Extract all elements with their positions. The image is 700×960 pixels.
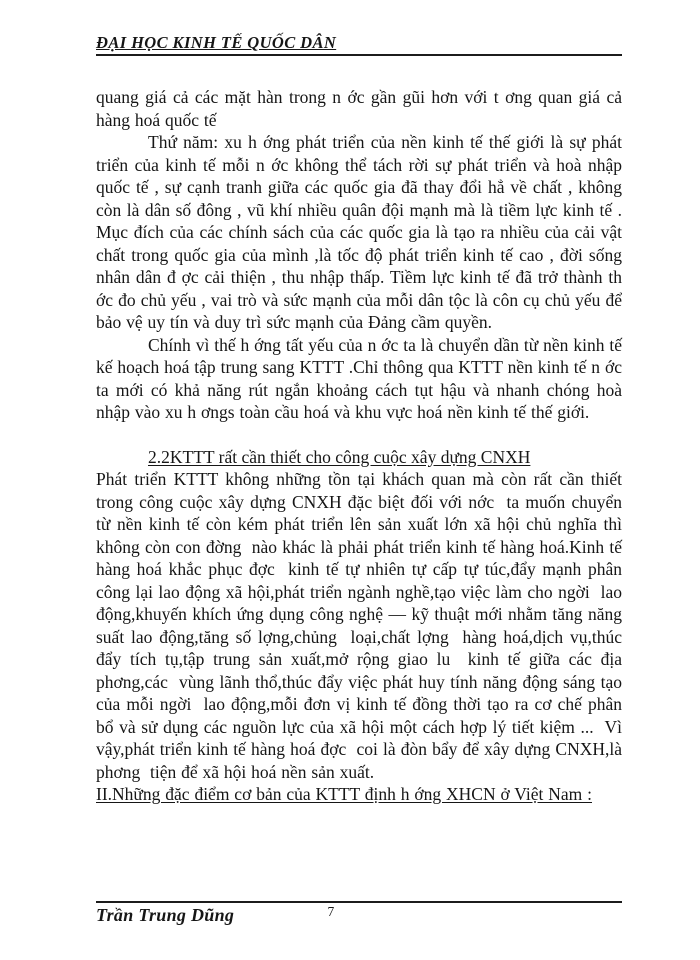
page-header [96,33,622,56]
paragraph-chinh-vi-the: Chính vì thế h ớng tất yếu của n ớc ta là chuyển dần từ nền kinh tế kế hoạch hoá tập trung sang KTTT .Chỉ thông qua KTTT nền kinh tế n ớc ta mới có khả năng rút ngắn khoảng cách tụt hậu và nhanh chóng hoà nhập vào xu h ơngs toàn cầu hoá và khu vực hoá nền kinh tế thế giới. [96,334,627,422]
paragraph-intro-continuation: quang giá cả các mặt hàn trong n ớc gần gũi hơn với t ơng quan giá cả hàng hoá quốc tế [96,87,627,130]
document-body [96,86,627,806]
footer-page-number: 7 [327,904,335,919]
paragraph-thu-nam: Thứ năm: xu h ớng phát triển của nền kinh tế thế giới là sự phát triển của kinh tế mỗi n ớc không thể tách rời sự phát triển và hoà nhập quốc tế , sự cạnh tranh giữa các quốc gia đã thay đổi hẳ về chất , không còn là dân số đông , vũ khí nhiều quân đội mạnh mà là tiềm lực kinh tế . Mục đích của các chính sách của các quốc gia là tạo ra nhiều của cải vật chất trong quốc gia của mình ,là tốc độ phát triển kinh tế cao , đời sống nhân dân đ ợc cải thiện , thu nhập thấp. Tiềm lực kinh tế đã trở thành th ớc đo chủ yếu , vai trò và sức mạnh của mỗi dân tộc là côn cụ chủ yếu để bảo vệ uy tín và duy trì sức mạnh của Đảng cầm quyền. [96,132,627,332]
footer-author-name: Trần Trung Dũng [96,905,235,925]
header-title: ĐẠI HỌC KINH TẾ QUỐC DÂN [96,33,337,52]
section-heading-2-2: 2.2KTTT rất cần thiết cho công cuộc xây dựng CNXH [148,446,531,467]
section-heading-ii: II.Những đặc điểm cơ bản của KTTT định h ớng XHCN ở Việt Nam : [96,784,592,804]
paragraph-phat-trien-kttt: Phát triển KTTT không những tồn tại khách quan mà còn rất cần thiết trong công cuộc xây dựng CNXH đặc biệt đối với nớc ta muốn chuyển từ nền kinh tế còn kém phát triển lên sản xuất lớn xã hội chủ nghĩa thì không còn con đờng nào khác là phải phát triển kinh tế hàng hoá.Kinh tế hàng hoá khắc phục đợc kinh tế tự nhiên tự cấp tự túc,đẩy mạnh phân công lại lao động xã hội,phát triển ngành nghề,tạo việc làm cho ngời lao động,khuyến khích ứng dụng công nghệ — kỹ thuật mới nhằm tăng năng suất lao động,tăng số lợng,chủng loại,chất lợng hàng hoá,dịch vụ,thúc đẩy tích tụ,tập trung sản xuất,mở rộng giao lu kinh tế giữa các địa phơng,các vùng lãnh thổ,thúc đẩy việc phát huy tính năng động sáng tạo của mỗi ngời lao động,mỗi đơn vị kinh tế đồng thời tạo ra cơ chế phân bổ và sử dụng các nguồn lực của xã hội một cách hợp lý tiết kiệm ... Vì vậy,phát triển kinh tế hàng hoá đợc coi là đòn bẩy để xây dựng CNXH,là phơng tiện để xã hội hoá nền sản xuất. [96,469,627,782]
page-footer [96,901,622,926]
